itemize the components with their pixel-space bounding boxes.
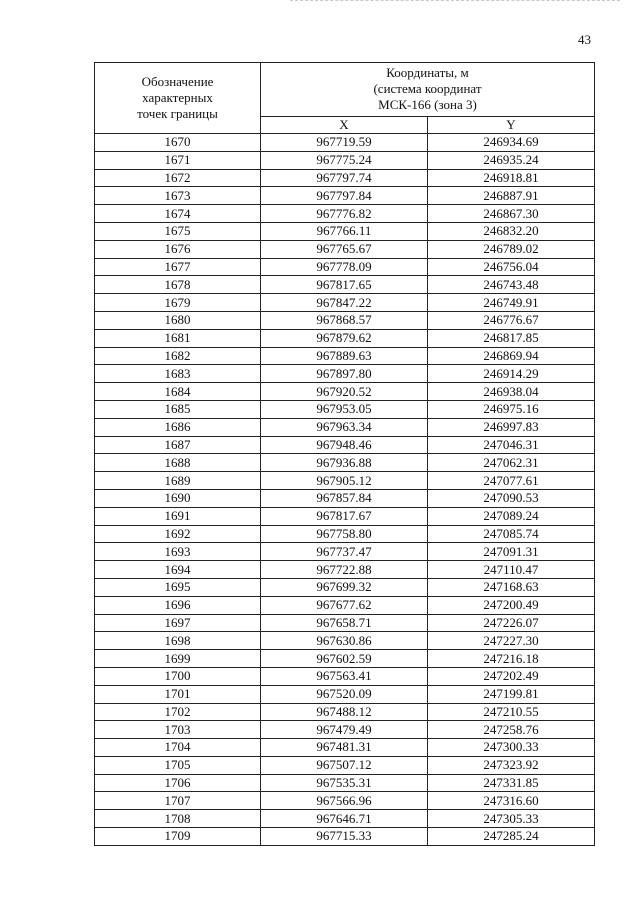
point-number-cell: 1670 xyxy=(95,134,261,152)
table-row xyxy=(95,614,595,632)
point-number-cell: 1708 xyxy=(95,810,261,828)
x-coordinate-cell: 967715.33 xyxy=(261,828,428,846)
point-number-cell: 1704 xyxy=(95,739,261,757)
y-coordinate-cell: 246817.85 xyxy=(428,329,595,347)
coordinates-header-line-1: Координаты, м xyxy=(386,65,469,81)
y-coordinate-cell: 247226.07 xyxy=(428,614,595,632)
x-coordinate-cell: 967722.88 xyxy=(261,561,428,579)
table-row xyxy=(95,400,595,418)
y-coordinate-cell: 247316.60 xyxy=(428,792,595,810)
y-coordinate-cell: 247216.18 xyxy=(428,650,595,668)
x-coordinate-cell: 967719.59 xyxy=(261,134,428,152)
y-coordinate-cell: 246975.16 xyxy=(428,400,595,418)
table-row xyxy=(95,739,595,757)
y-coordinate-cell: 247210.55 xyxy=(428,703,595,721)
point-number-cell: 1689 xyxy=(95,472,261,490)
y-column-header: Y xyxy=(428,116,595,133)
table-row xyxy=(95,774,595,792)
table-row xyxy=(95,329,595,347)
table-row xyxy=(95,151,595,169)
table-row xyxy=(95,365,595,383)
point-number-cell: 1676 xyxy=(95,240,261,258)
y-coordinate-cell: 246887.91 xyxy=(428,187,595,205)
designation-header xyxy=(95,63,261,134)
designation-header-line-3: точек границы xyxy=(137,106,218,121)
point-number-cell: 1700 xyxy=(95,667,261,685)
table-row xyxy=(95,507,595,525)
table-row xyxy=(95,347,595,365)
point-number-cell: 1702 xyxy=(95,703,261,721)
table-row xyxy=(95,525,595,543)
y-coordinate-cell: 246914.29 xyxy=(428,365,595,383)
y-coordinate-cell: 247202.49 xyxy=(428,667,595,685)
table-row xyxy=(95,383,595,401)
y-coordinate-cell: 246776.67 xyxy=(428,311,595,329)
point-number-cell: 1693 xyxy=(95,543,261,561)
table-row xyxy=(95,222,595,240)
y-coordinate-cell: 246756.04 xyxy=(428,258,595,276)
x-coordinate-cell: 967905.12 xyxy=(261,472,428,490)
table-row xyxy=(95,294,595,312)
y-coordinate-cell: 247305.33 xyxy=(428,810,595,828)
y-coordinate-cell: 247090.53 xyxy=(428,489,595,507)
point-number-cell: 1697 xyxy=(95,614,261,632)
point-number-cell: 1695 xyxy=(95,578,261,596)
point-number-cell: 1678 xyxy=(95,276,261,294)
x-coordinate-cell: 967479.49 xyxy=(261,721,428,739)
table-row xyxy=(95,311,595,329)
x-coordinate-cell: 967602.59 xyxy=(261,650,428,668)
table-row xyxy=(95,703,595,721)
coordinates-header xyxy=(261,63,595,117)
x-coordinate-cell: 967758.80 xyxy=(261,525,428,543)
coordinates-table xyxy=(94,62,595,846)
y-coordinate-cell: 246938.04 xyxy=(428,383,595,401)
x-coordinate-cell: 967868.57 xyxy=(261,311,428,329)
table-body xyxy=(95,134,595,846)
point-number-cell: 1672 xyxy=(95,169,261,187)
y-coordinate-cell: 246749.91 xyxy=(428,294,595,312)
point-number-cell: 1703 xyxy=(95,721,261,739)
y-coordinate-cell: 247300.33 xyxy=(428,739,595,757)
y-coordinate-cell: 247258.76 xyxy=(428,721,595,739)
x-coordinate-cell: 967658.71 xyxy=(261,614,428,632)
x-coordinate-cell: 967797.84 xyxy=(261,187,428,205)
table-row xyxy=(95,578,595,596)
table-row xyxy=(95,489,595,507)
table-row xyxy=(95,756,595,774)
x-coordinate-cell: 967936.88 xyxy=(261,454,428,472)
x-coordinate-cell: 967920.52 xyxy=(261,383,428,401)
table-row xyxy=(95,667,595,685)
point-number-cell: 1692 xyxy=(95,525,261,543)
point-number-cell: 1683 xyxy=(95,365,261,383)
y-coordinate-cell: 246934.69 xyxy=(428,134,595,152)
y-coordinate-cell: 246918.81 xyxy=(428,169,595,187)
point-number-cell: 1699 xyxy=(95,650,261,668)
y-coordinate-cell: 247323.92 xyxy=(428,756,595,774)
point-number-cell: 1694 xyxy=(95,561,261,579)
point-number-cell: 1706 xyxy=(95,774,261,792)
y-coordinate-cell: 246935.24 xyxy=(428,151,595,169)
point-number-cell: 1680 xyxy=(95,311,261,329)
y-coordinate-cell: 247089.24 xyxy=(428,507,595,525)
point-number-cell: 1709 xyxy=(95,828,261,846)
x-coordinate-cell: 967630.86 xyxy=(261,632,428,650)
x-coordinate-cell: 967646.71 xyxy=(261,810,428,828)
y-coordinate-cell: 246832.20 xyxy=(428,222,595,240)
x-coordinate-cell: 967775.24 xyxy=(261,151,428,169)
x-coordinate-cell: 967563.41 xyxy=(261,667,428,685)
table-row xyxy=(95,454,595,472)
x-coordinate-cell: 967481.31 xyxy=(261,739,428,757)
y-coordinate-cell: 246867.30 xyxy=(428,205,595,223)
point-number-cell: 1674 xyxy=(95,205,261,223)
y-coordinate-cell: 247077.61 xyxy=(428,472,595,490)
table-row xyxy=(95,792,595,810)
x-coordinate-cell: 967566.96 xyxy=(261,792,428,810)
table-row xyxy=(95,472,595,490)
point-number-cell: 1682 xyxy=(95,347,261,365)
y-coordinate-cell: 247200.49 xyxy=(428,596,595,614)
designation-header-line-2: характерных xyxy=(142,90,213,105)
x-coordinate-cell: 967699.32 xyxy=(261,578,428,596)
point-number-cell: 1673 xyxy=(95,187,261,205)
table-row xyxy=(95,810,595,828)
y-coordinate-cell: 246743.48 xyxy=(428,276,595,294)
y-coordinate-cell: 247199.81 xyxy=(428,685,595,703)
point-number-cell: 1685 xyxy=(95,400,261,418)
table-row xyxy=(95,258,595,276)
x-column-header: X xyxy=(261,116,428,133)
point-number-cell: 1691 xyxy=(95,507,261,525)
point-number-cell: 1696 xyxy=(95,596,261,614)
point-number-cell: 1687 xyxy=(95,436,261,454)
y-coordinate-cell: 246869.94 xyxy=(428,347,595,365)
point-number-cell: 1671 xyxy=(95,151,261,169)
point-number-cell: 1684 xyxy=(95,383,261,401)
table-row xyxy=(95,543,595,561)
y-coordinate-cell: 247331.85 xyxy=(428,774,595,792)
point-number-cell: 1690 xyxy=(95,489,261,507)
designation-header-line-1: Обозначение xyxy=(141,74,214,89)
y-coordinate-cell: 247085.74 xyxy=(428,525,595,543)
y-coordinate-cell: 247285.24 xyxy=(428,828,595,846)
x-coordinate-cell: 967797.74 xyxy=(261,169,428,187)
point-number-cell: 1701 xyxy=(95,685,261,703)
point-number-cell: 1705 xyxy=(95,756,261,774)
x-coordinate-cell: 967766.11 xyxy=(261,222,428,240)
x-coordinate-cell: 967857.84 xyxy=(261,489,428,507)
y-coordinate-cell: 247091.31 xyxy=(428,543,595,561)
table-row xyxy=(95,418,595,436)
x-coordinate-cell: 967963.34 xyxy=(261,418,428,436)
point-number-cell: 1679 xyxy=(95,294,261,312)
x-coordinate-cell: 967889.63 xyxy=(261,347,428,365)
table-row xyxy=(95,596,595,614)
point-number-cell: 1707 xyxy=(95,792,261,810)
point-number-cell: 1681 xyxy=(95,329,261,347)
x-coordinate-cell: 967953.05 xyxy=(261,400,428,418)
y-coordinate-cell: 247110.47 xyxy=(428,561,595,579)
point-number-cell: 1675 xyxy=(95,222,261,240)
x-coordinate-cell: 967520.09 xyxy=(261,685,428,703)
page-number: 43 xyxy=(578,32,591,47)
x-coordinate-cell: 967948.46 xyxy=(261,436,428,454)
x-coordinate-cell: 967879.62 xyxy=(261,329,428,347)
x-coordinate-cell: 967677.62 xyxy=(261,596,428,614)
x-coordinate-cell: 967765.67 xyxy=(261,240,428,258)
table-row xyxy=(95,205,595,223)
y-coordinate-cell: 246789.02 xyxy=(428,240,595,258)
table-row xyxy=(95,240,595,258)
table-row xyxy=(95,276,595,294)
y-coordinate-cell: 247227.30 xyxy=(428,632,595,650)
point-number-cell: 1688 xyxy=(95,454,261,472)
table-row xyxy=(95,169,595,187)
x-coordinate-cell: 967817.65 xyxy=(261,276,428,294)
table-row xyxy=(95,561,595,579)
table-row xyxy=(95,187,595,205)
coordinates-header-line-3: МСК-166 (зона 3) xyxy=(378,97,477,113)
y-coordinate-cell: 246997.83 xyxy=(428,418,595,436)
x-coordinate-cell: 967488.12 xyxy=(261,703,428,721)
x-coordinate-cell: 967507.12 xyxy=(261,756,428,774)
table-row xyxy=(95,134,595,152)
y-coordinate-cell: 247062.31 xyxy=(428,454,595,472)
x-coordinate-cell: 967778.09 xyxy=(261,258,428,276)
point-number-cell: 1698 xyxy=(95,632,261,650)
table-row xyxy=(95,721,595,739)
table-row xyxy=(95,685,595,703)
x-coordinate-cell: 967737.47 xyxy=(261,543,428,561)
y-coordinate-cell: 247046.31 xyxy=(428,436,595,454)
table-row xyxy=(95,828,595,846)
x-coordinate-cell: 967776.82 xyxy=(261,205,428,223)
table-row xyxy=(95,650,595,668)
table-header xyxy=(95,63,595,134)
table-row xyxy=(95,632,595,650)
point-number-cell: 1686 xyxy=(95,418,261,436)
coordinates-header-line-2: (система координат xyxy=(373,81,482,97)
top-page-rule xyxy=(290,0,620,2)
table-row xyxy=(95,436,595,454)
y-coordinate-cell: 247168.63 xyxy=(428,578,595,596)
x-coordinate-cell: 967847.22 xyxy=(261,294,428,312)
x-coordinate-cell: 967535.31 xyxy=(261,774,428,792)
x-coordinate-cell: 967817.67 xyxy=(261,507,428,525)
x-coordinate-cell: 967897.80 xyxy=(261,365,428,383)
point-number-cell: 1677 xyxy=(95,258,261,276)
